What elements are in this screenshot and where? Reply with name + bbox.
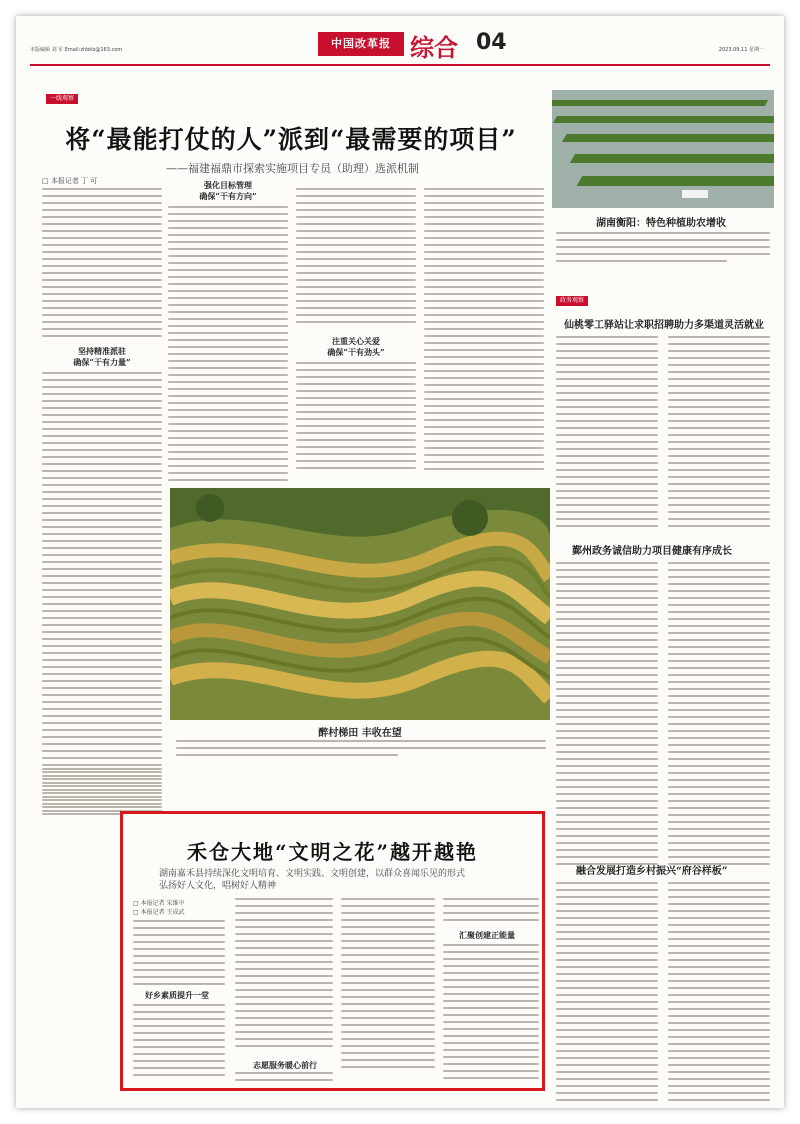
sidebar-article1-col1 xyxy=(556,336,658,532)
masthead xyxy=(30,24,770,64)
highlight-article[interactable] xyxy=(120,811,545,1091)
highlight-col2-text xyxy=(235,898,333,1052)
sidebar-article1-title: 仙桃零工驿站让求职招聘助力多渠道灵活就业 xyxy=(564,320,764,331)
highlight-col2-text-2 xyxy=(235,1072,333,1086)
lead-col3-text-2 xyxy=(296,362,416,474)
field-photo xyxy=(552,90,774,208)
terrace-photo-caption xyxy=(176,740,546,761)
lead-tag: 一线观察 xyxy=(46,94,78,104)
lead-col1-text-3 xyxy=(42,768,162,817)
sidebar-article2-title: 鄞州政务诚信助力项目健康有序成长 xyxy=(572,546,732,557)
col2-heading: 强化目标管理 确保“干有方向” xyxy=(199,180,257,201)
sidebar-article3-col2 xyxy=(668,882,770,1106)
highlight-byline-1: □ 本报记者 宋维中 xyxy=(133,900,185,907)
highlight-col4-text-2 xyxy=(443,944,539,1084)
sidebar-article2-col2 xyxy=(668,562,770,870)
highlight-col1-text-2 xyxy=(133,1004,225,1081)
editor-info: 本版编辑 刘 军 Email:zhbkb@163.com xyxy=(30,47,123,53)
lead-col3-text xyxy=(296,188,416,328)
highlight-col4-text xyxy=(443,898,539,926)
section-name: 综合 xyxy=(410,34,458,62)
highlight-article-subtitle-1: 湖南嘉禾县持续深化文明培育、文明实践、文明创建，以群众喜闻乐见的形式 xyxy=(159,869,466,879)
issue-date: 2023.09.11 星期一 xyxy=(718,47,764,53)
highlight-article-subtitle-2: 弘扬好人文化，唱树好人精神 xyxy=(159,881,277,891)
highlight-section-1: 好乡素质提升一堂 xyxy=(145,990,209,1000)
lead-col4-text xyxy=(424,188,544,475)
highlight-col3-text xyxy=(341,898,435,1073)
terrace-photo-title: 醉村梯田 丰收在望 xyxy=(318,728,402,739)
field-photo-title: 湖南衡阳：特色种植助农增收 xyxy=(596,218,726,229)
highlight-section-3: 汇聚创建正能量 xyxy=(459,930,515,940)
highlight-section-2: 志愿服务暖心前行 xyxy=(253,1060,317,1070)
sidebar-article2-col1 xyxy=(556,562,658,870)
highlight-article-title: 禾仓大地“文明之花”越开越艳 xyxy=(186,840,478,864)
sidebar-article1-col2 xyxy=(668,336,770,532)
lead-col1-text xyxy=(42,188,162,342)
highlight-byline-2: □ 本报记者 王成武 xyxy=(133,909,185,916)
field-photo-caption xyxy=(556,232,770,267)
masthead-rule xyxy=(30,64,770,66)
sidebar-article3-title: 融合发展打造乡村振兴“府谷样板” xyxy=(576,866,728,877)
page-number: 04 xyxy=(476,30,507,55)
lead-headline: 将“最能打仗的人”派到“最需要的项目” xyxy=(65,125,517,154)
highlight-col1-text xyxy=(133,920,225,990)
newspaper-logo: 中国改革报 xyxy=(318,32,404,56)
lead-byline: □ 本报记者 丁 可 xyxy=(42,177,98,185)
sidebar-tag: 政务观察 xyxy=(556,296,588,306)
lead-col1-text-2 xyxy=(42,372,162,820)
lead-subheadline: ——福建福鼎市探索实施项目专员（助理）选派机制 xyxy=(166,162,419,175)
lead-col2-text xyxy=(168,206,288,486)
terrace-photo xyxy=(170,488,550,720)
sidebar-article3-col1 xyxy=(556,882,658,1106)
col3-heading: 注重关心关爱 确保“干有劲头” xyxy=(327,336,385,357)
col1-heading: 坚持精准派驻 确保“干有力量” xyxy=(73,346,131,367)
